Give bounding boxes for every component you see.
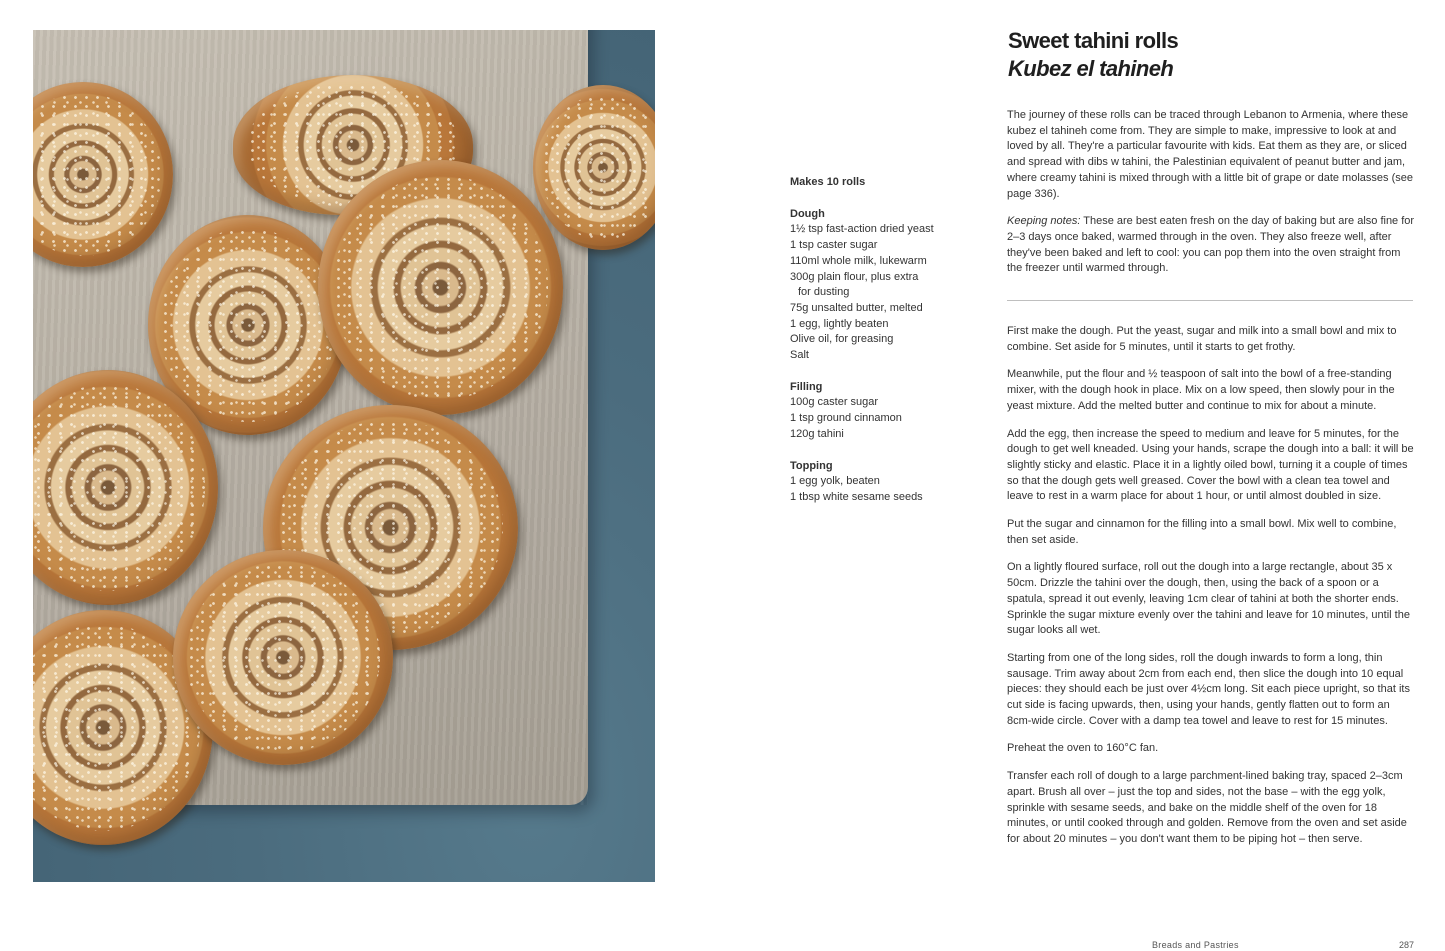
ingredient-group-topping — [790, 459, 975, 506]
ingredient-item: 75g unsalted butter, melted — [790, 301, 923, 314]
keeping-notes — [1007, 214, 1415, 277]
ingredient-group-filling — [790, 380, 975, 443]
roll — [173, 550, 393, 765]
page-number: 287 — [1399, 940, 1415, 950]
ingredient-item: for dusting — [798, 286, 850, 299]
recipe-title: Sweet tahini rolls — [1008, 28, 1179, 53]
ingredient-item: 110ml whole milk, lukewarm — [790, 254, 927, 267]
ingredient-item: 1 egg yolk, beaten — [790, 475, 880, 488]
method-step: Preheat the oven to 160°C fan. — [1007, 742, 1159, 755]
recipe-yield: Makes 10 rolls — [790, 176, 866, 188]
ingredient-group-dough — [790, 207, 975, 364]
method-step: Add the egg, then increase the speed to medium and leave for 5 minutes, for the dough to get well kneaded. Using your hands, scrape the dough into a ball: it will be slightly sticky and elastic. Place it in a lightly oiled bowl, turning it a couple of times so that the dough gets well greased. Cover the bowl with a clean tea towel and leave to rest in a warm place for about 1 hour, or until almost doubled in size. — [1007, 427, 1414, 503]
recipe-subtitle: Kubez el tahineh — [1008, 56, 1174, 81]
method-step: Starting from one of the long sides, roll the dough inwards to form a long, thin sausage. Trim away about 2cm from each end, then slice the dough into 10 equal pieces: they should each be just over 4½cm long. Sit each piece upright, so that its cut side is facing upwards, then, using your hands, gently flatten out to form an 8cm-wide circle. Cover with a damp tea towel and leave to rest for 15 minutes. — [1007, 651, 1410, 727]
section-divider — [1007, 300, 1413, 301]
method-step: First make the dough. Put the yeast, sugar and milk into a small bowl and mix to combine. Set aside for 5 minutes, until it starts to get frothy. — [1007, 325, 1397, 353]
ingredient-item: 300g plain flour, plus extra — [790, 270, 919, 283]
method-step: Put the sugar and cinnamon for the filling into a small bowl. Mix well to combine, then set aside. — [1007, 518, 1397, 546]
ingredient-item: 100g caster sugar — [790, 396, 879, 409]
ingredient-item: 1 tsp caster sugar — [790, 239, 878, 252]
ingredient-group-title: Dough — [790, 207, 825, 220]
ingredients-list — [790, 175, 975, 522]
ingredient-item: Salt — [790, 349, 809, 362]
running-footer-section: Breads and Pastries — [1152, 940, 1239, 950]
keeping-notes-label: Keeping notes: — [1007, 215, 1081, 228]
roll — [318, 160, 563, 415]
recipe-method — [1007, 324, 1415, 860]
tahini-rolls-photo-icon — [33, 30, 655, 882]
ingredient-item: 1 egg, lightly beaten — [790, 317, 889, 330]
method-step: Meanwhile, put the flour and ½ teaspoon of salt into the bowl of a free-standing mixer, with the dough hook in place. Mix on a low speed, then slowly pour in the yeast mixture. Add the melted butter and continue to mix for about a minute. — [1007, 368, 1395, 412]
ingredient-item: 1 tsp ground cinnamon — [790, 412, 902, 425]
ingredient-group-title: Topping — [790, 459, 833, 472]
ingredient-item: Olive oil, for greasing — [790, 333, 894, 346]
ingredient-item: 1½ tsp fast-action dried yeast — [790, 223, 934, 236]
keeping-notes-text: These are best eaten fresh on the day of baking but are also fine for 2–3 days once baked, warmed through in the oven. They also freeze well, after they've been baked and left to cool: you can pop them into the oven straight from the freezer until warmed through. — [1007, 215, 1415, 275]
method-step: On a lightly floured surface, roll out the dough into a large rectangle, about 35 x 50cm. Drizzle the tahini over the dough, then, using the back of a spoon or a spatula, spread it out evenly, leaving 1cm clear of tahini at both the shorter ends. Sprinkle the sugar mixture evenly over the tahini and leave for 10 minutes, until the sugar looks all wet. — [1007, 561, 1410, 637]
intro-paragraph: The journey of these rolls can be traced through Lebanon to Armenia, where these kubez el tahineh come from. They are simple to make, impressive to look at and loved by all. They're a particular favourite with kids. Eat them as they are, or sliced and spread with dibs w tahini, the Palestinian equivalent of peanut butter and jam, where creamy tahini is mixed through with a little bit of grape or date molasses (see page 336). — [1007, 109, 1413, 200]
ingredient-item: 1 tbsp white sesame seeds — [790, 490, 923, 503]
recipe-intro — [1007, 108, 1415, 289]
method-step: Transfer each roll of dough to a large parchment-lined baking tray, spaced 2–3cm apart. Brush all over – just the top and sides, not the base – with the egg yolk, sprinkle with sesame seeds, and bake on the middle shelf of the oven for 18 minutes, or until cooked through and golden. Remove from the oven and set aside for about 20 minutes – you don't want them to be piping hot – then serve. — [1007, 770, 1407, 845]
ingredient-item: 120g tahini — [790, 427, 844, 440]
ingredient-group-title: Filling — [790, 380, 823, 393]
